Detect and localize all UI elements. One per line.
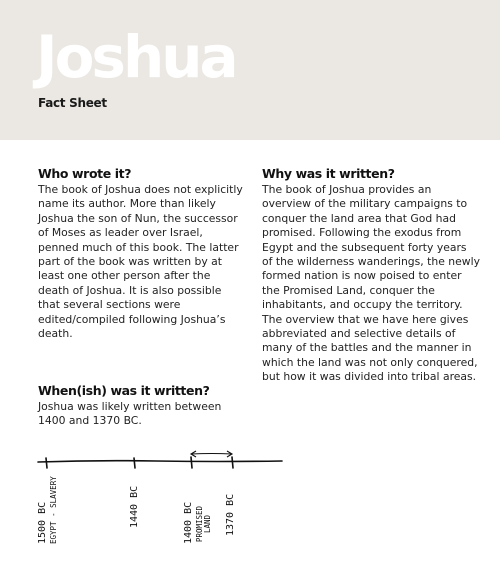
page-title: Joshua <box>36 23 236 91</box>
section-body: The book of Joshua does not explicitly name its author. More than likely Joshua the son of Nun, the successor of Moses as leader over Israel, penned much of this book. The latter part of the book was written by at least one other person after the death of Joshua. It is also possible that several sections were edited/compiled following Joshua’s death. <box>38 183 243 341</box>
section-heading: Why was it written? <box>262 166 395 181</box>
section-who-wrote <box>38 166 243 341</box>
header-band <box>0 0 500 140</box>
timeline-tick <box>232 457 233 468</box>
timeline-drawing <box>36 444 286 554</box>
section-heading: Who wrote it? <box>38 166 132 181</box>
timeline-sublabel-egypt: EGYPT - SLAVERY <box>49 476 58 544</box>
timeline-tick <box>46 458 47 468</box>
timeline-axis <box>38 461 282 462</box>
range-arrow <box>191 454 232 455</box>
timeline-sketch <box>36 444 286 554</box>
timeline-label-1400: 1400 BC <box>183 501 194 544</box>
section-when-written <box>38 383 243 429</box>
page-subtitle: Fact Sheet <box>38 96 107 110</box>
timeline-label-1500: 1500 BC <box>37 501 48 544</box>
timeline-tick <box>134 458 135 468</box>
section-body: The book of Joshua provides an overview of the military campaigns to conquer the land area that God had promised. Following the exodus from Egypt and the subsequent forty years of the wilderness wanderings, the newly formed nation is now poised to enter the Promised Land, conquer the inhabitants, and occupy the territory. The overview that we have here gives abbreviated and selective details of many of the battles and the manner in which the land was not only conquered, but how it was divided into tribal areas. <box>262 183 480 384</box>
section-body: Joshua was likely written between 1400 and 1370 BC. <box>38 400 222 428</box>
timeline-tick <box>191 457 192 468</box>
section-why-written <box>262 166 480 385</box>
timeline-sublabel-promised-land: PROMISED LAND <box>195 505 212 543</box>
timeline-label-1440: 1440 BC <box>129 485 140 528</box>
section-heading: When(ish) was it written? <box>38 383 210 398</box>
timeline-label-1370: 1370 BC <box>225 493 236 536</box>
